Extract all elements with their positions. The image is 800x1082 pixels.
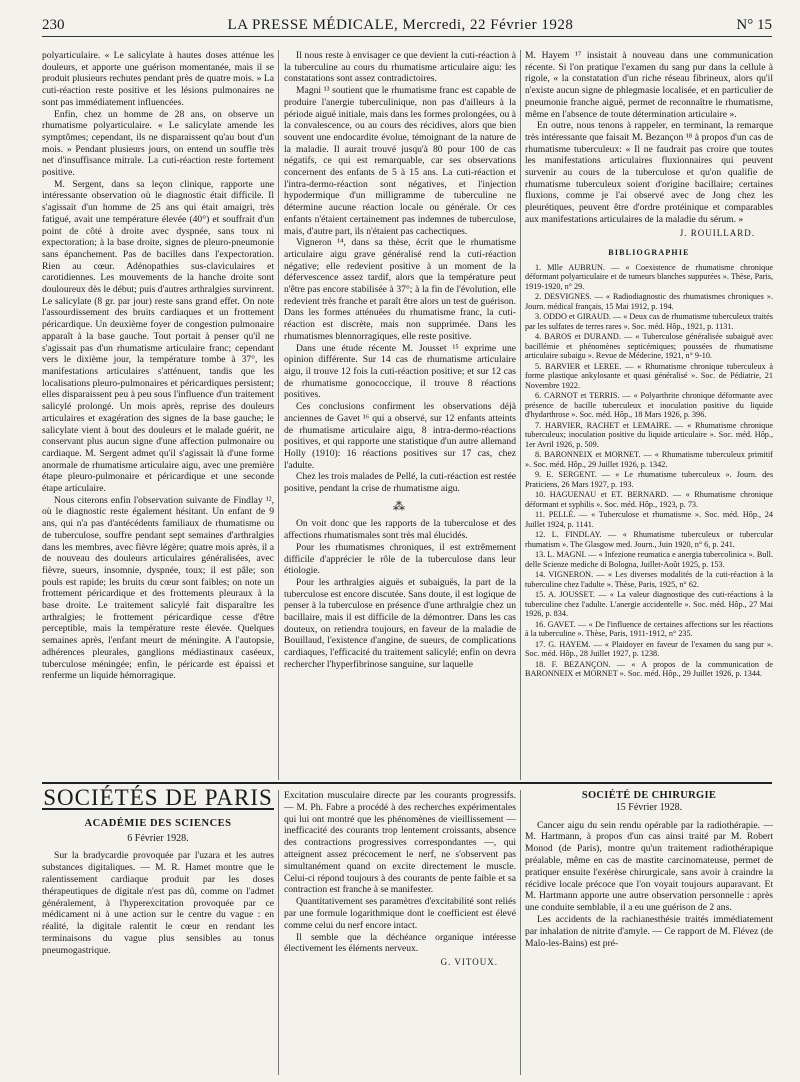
paragraph: Les accidents de la rachianesthésie traités immédiatement par inhalation de nitrite d'amyle. — Ce rapport de M. Flévez (de Malo-les-Bains) est pré- — [525, 913, 773, 949]
journal-title: LA PRESSE MÉDICALE, Mercredi, 22 Février 1928 — [227, 16, 574, 33]
societes-de-paris-heading: SOCIÉTÉS DE PARIS — [43, 785, 273, 810]
paragraph: Vigneron ¹⁴, dans sa thèse, écrit que le rhumatisme articulaire aigu grave généralisé rend la cuti-réaction négative; elle redevient positive à un moment de la défervescence assez tardif, alors que la température peut n'être pas encore stabilisée à 37°; à la fin de l'évolution, elle redevient très franche et paraît être alors un test de guérison. Dans les formes atténuées du rhumatisme franc, la cuti-réaction est discrète, mais non supprimée. Dans les rhumatismes blennorragiques, elle reste positive. — [284, 237, 516, 342]
paragraph: Pour les arthralgies aiguës et subaiguës, la part de la tuberculose est encore discutée. Sans doute, il est logique de penser à la tuberculose en présence d'une arthralgie chez un bacillaire, mais il est difficile de la démontrer. Dans les cas douteux, on retiendra toujours, en faveur de la maladie de Bouillaud, l'existence d'angine, de sueurs, de complications cardiaques, l'efficacité du traitement salicylé; enfin on devra rechercher l'hyperfibrinose sanguine, sur laquelle — [284, 576, 516, 670]
paragraph: On voit donc que les rapports de la tuberculose et des affections rhumatismales sont très mal élucidés. — [284, 518, 516, 542]
section-separator-asterisks: ⁂ — [393, 498, 407, 513]
bibliography-list — [525, 263, 773, 679]
societes-column-1 — [42, 785, 274, 1080]
chirurgie-heading: SOCIÉTÉ DE CHIRURGIE — [581, 790, 717, 801]
author-signature: J. ROUILLARD. — [679, 227, 755, 238]
paragraph: Quantitativement ses paramètres d'excitabilité sont reliés par une formule logarithmique dont le coefficient est élevé comme celui du nerf encore intact. — [284, 896, 516, 931]
paragraph: M. Hayem ¹⁷ insistait à nouveau dans une communication récente. Si l'on pratique l'examen du sang pur dans la cellule à rigole, « la constatation d'un riche réseau fibrineux, alors qu'il n'existe aucun signe de phlegmasie localisée, et en particulier de pneumonie franche aiguë, permet de reconnaître le rhumatisme, même en l'absence de toute détermination articulaire ». — [525, 50, 773, 120]
bibliography-entry: 11. PELLÉ. — « Tuberculose et rhumatisme ». Soc. méd. Hôp., 24 Juillet 1924, p. 1141. — [525, 510, 773, 529]
bibliography-entry: 5. BARVIER et LEREE. — « Rhumatisme chronique tuberculeux à forme plastique ankylosante et quasi généralisé ». Soc. de Pédiatrie, 21 Novembre 1922. — [525, 361, 773, 390]
paragraph: Dans une étude récente M. Jousset ¹⁵ exprime une opinion différente. Sur 14 cas de rhumatisme articulaire aigu, il trouve 12 fois la cuti-réaction positive; et sur 12 cas de rhumatisme gonococcique, il trouve 8 réactions positives. — [284, 342, 516, 401]
bibliography-entry: 18. F. BEZANÇON. — « A propos de la communication de BARONNEIX et MORNET ». Soc. méd. Hôp., 29 Juillet 1926, p. 1344. — [525, 659, 773, 679]
paragraph: Ces conclusions confirment les observations déjà anciennes de Gavet ¹⁶ qui a observé, sur 12 enfants atteints de rhumatisme articulaire aigu, 8 intra-dermo-réactions positives, et qui rapporte une statistique d'un autre allemand Holly (1910): 16 réactions positives sur 17 cas, chez l'adulte. — [284, 401, 516, 471]
paragraph: polyarticulaire. « Le salicylate à hautes doses atténue les douleurs, et apporte une guérison momentanée, mais il se produit plusieurs rechutes pendant près de quatre mois. » La cuti-réaction reste positive et les lésions pulmonaires ne sont pas immédiatement influencées. — [42, 50, 274, 108]
session-date: 6 Février 1928. — [127, 832, 189, 844]
bibliography-entry: 13. L. MAGNI. — « Infezione reumatica e anergia tubercolinica ». Bull. delle Scienze mediche di Bologna, Juillet-Août 1925, p. 153. — [525, 550, 773, 569]
column-divider — [278, 790, 279, 1075]
bibliography-entry: 6. CARNOT et TERRIS. — « Polyarthrite chronique déformante avec présence de bacille tuberculeux et inoculation positive du liquide d'hydarthrose ». Soc. méd. Hôp., 18 Mars 1926, p. 396. — [525, 391, 773, 420]
bibliography-entry: 12. L. FINDLAY. — « Rhumatisme tuberculeux or tubercular rhumatism ». The Glasgow med. Journ., Juin 1920, n° 6, p. 241. — [525, 530, 773, 549]
paragraph: Excitation musculaire directe par les courants progressifs. — M. Ph. Fabre a procédé à des recherches expérimentales qui lui ont montré que les phénomènes de vieillissement — inefficacité des courants trop lentement croissants, absence des contractions progressives correspondantes —, qui atteignent assez précocement le nerf, ne s'observent pas simultanément quand on excite directement le muscle. Celui-ci répond toujours à des courants de pente faible et sa contraction est franche à se manifester. — [284, 790, 516, 896]
paragraph: Sur la bradycardie provoquée par l'uzara et les autres substances digitaliques. — M. R. Hamet montre que le ralentissement cardiaque produit par les doses thérapeutiques de digitale n'est pas dû, comme on l'admet généralement, à l'hyperexcitation provoquée par ce médicament ni à une action sur le centre du vague : en réalité, la digitale ralentit le cœur en rendant les terminaisons du vague plus sensibles au tonus pneumogastrique. — [42, 850, 274, 956]
societes-column-3 — [525, 790, 773, 1080]
bibliography-entry: 7. HARVIER, RACHET et LEMAIRE. — « Rhumatisme chronique tuberculeux; inoculation positive du liquide articulaire ». Soc. méd. Hôp., 1er Avril 1926, p. 509. — [525, 420, 773, 449]
paragraph: Pour les rhumatismes chroniques, il est extrêmement difficile d'apprécier le rôle de la tuberculose dans leur étiologie. — [284, 541, 516, 577]
author-signature: G. VITOUX. — [440, 957, 498, 968]
session-date: 15 Février 1928. — [615, 801, 683, 813]
page-header — [42, 14, 772, 37]
societes-column-2 — [284, 790, 516, 1080]
bibliography-entry: 10. HAGUENAU et ET. BERNARD. — « Rhumatisme chronique déformant et syphilis ». Soc. méd. Hôp., 1923, p. 73. — [525, 490, 773, 509]
bibliography-entry: 9. E. SERGENT. — « Le rhumatisme tuberculeux ». Journ. des Praticiens, 26 Mars 1927, p. 193. — [525, 470, 773, 489]
article-column-1 — [42, 50, 274, 780]
article-column-2 — [284, 50, 516, 780]
academie-heading: ACADÉMIE DES SCIENCES — [84, 817, 232, 829]
paragraph: Il nous reste à envisager ce que devient la cuti-réaction à la tuberculine au cours du rhumatisme articulaire aigu: les constatations sont assez contradictoires. — [284, 50, 516, 85]
bibliography-entry: 8. BARONNEIX et MORNET. — « Rhumatisme tuberculeux primitif ». Soc. méd. Hôp., 29 Juillet 1926, p. 1342. — [525, 450, 773, 469]
bibliography-entry: 3. ODDO et GIRAUD. — « Deux cas de rhumatisme tuberculeux traités par les sulfates de terres rares ». Soc. méd. Hôp., 1921, p. 1131. — [525, 312, 773, 331]
paragraph: Nous citerons enfin l'observation suivante de Findlay ¹², où le diagnostic reste également hésitant. Un enfant de 9 ans, qui n'a pas d'antécédents familiaux de rhumatisme ou de tuberculose, souffre pendant sept semaines d'arthralgies dans les membres, avec fièvre légère; quatre mois après, il a de nouveau des douleurs articulaires généralisées, avec fièvre, sueurs, insomnie, dyspnée, toux; il est pâle; son pouls est rapide; les bruits du cœur sont faibles; on note un frottement péricardique et des frottements pleuraux à la base droite. Le traitement salicylé fait disparaître les arthralgies; le frottement péricardique cesse d'être perceptible, mais la température reste élevée. Quelques semaines après, l'enfant meurt de méningite. A l'autopsie, adhérences pleurales, ganglions médiastinaux caséeux, tuberculose méningée; enfin, le péricarde est épaissi et renferme un liquide hémorragique. — [42, 494, 274, 682]
bibliography-entry: 1. Mlle AUBRUN. — « Coexistence de rhumatisme chronique déformant polyarticulaire et de tumeurs blanches suppurées ». Thèse, Paris, 1919-1920, n° 29. — [525, 262, 773, 291]
paragraph: En outre, nous tenons à rappeler, en terminant, la remarque très intéressante que faisait M. Bezançon ¹⁸ à propos d'un cas de rhumatisme tuberculeux: « Il ne faudrait pas croire que toutes les manifestations articulaires fluxionnaires qui peuvent survenir au cours de la tuberculose et qu'on qualifie de rhumatisme tuberculeux soient d'origine bacillaire; certaines fluxions, comme je l'ai observé avec de Jong chez les pleurétiques, peuvent être d'ordre protéinique et comparables aux manifestations articulaires de la maladie du sérum. » — [525, 120, 773, 225]
column-divider — [520, 50, 521, 780]
paragraph: Cancer aigu du sein rendu opérable par la radiothérapie. — M. Hartmann, à propos d'un cas ainsi traité par M. Robert Monod (de Paris), montre qu'un traitement radiothérapique préalable, même en cas de mastite carcinomateuse, permet de pratiquer ensuite l'exérèse chirurgicale, sans avoir à craindre la récidive locale précoce que l'on voyait toujours auparavant. Et M. Hartmann apporte une autre observation personnelle : après une conduite semblable, il a eu une guérison de 2 ans. — [525, 819, 773, 914]
bibliography-entry: 14. VIGNERON. — « Les diverses modalités de la cuti-réaction à la tuberculine chez l'adulte ». Thèse, Paris, 1925, n° 62. — [525, 570, 773, 589]
paragraph: Chez les trois malades de Pellé, la cuti-réaction est restée positive, pendant la crise de rhumatisme aigu. — [284, 471, 516, 495]
bibliography-entry: 2. DESVIGNES. — « Radiodiagnostic des rhumatismes chroniques ». Journ. médical français, 15 Mai 1912, p. 194. — [525, 292, 773, 311]
column-divider — [278, 50, 279, 780]
bibliography-entry: 16. GAVET. — « De l'influence de certaines affections sur les réactions à la tuberculine ». Thèse, Paris, 1911-1912, n° 235. — [525, 619, 773, 639]
paragraph: Il semble que la déchéance organique intéresse électivement les éléments nerveux. — [284, 931, 516, 955]
section-divider — [42, 782, 772, 784]
article-column-3 — [525, 50, 773, 780]
bibliography-entry: 15. A. JOUSSET. — « La valeur diagnostique des cuti-réactions à la tuberculine chez l'adulte. L'anergie accidentelle ». Soc. méd. Hôp., 27 Mai 1926, p. 834. — [525, 590, 773, 619]
column-divider — [520, 790, 521, 1075]
paragraph: Enfin, chez un homme de 28 ans, on observe un rhumatisme polyarticulaire. « Le salicylate amende les symptômes; cependant, ils ne disparaissent qu'au bout d'un mois. » Pendant plusieurs jours, on entend un souffle très net d'insuffisance mitrale. La cuti-réaction reste fortement positive. — [42, 108, 274, 179]
bibliography-title: BIBLIOGRAPHIE — [608, 248, 690, 258]
page-number: 230 — [42, 16, 65, 33]
bibliography-entry: 4. BAROS et DURAND. — « Tuberculose généralisée subaiguë avec bacillémie et phénomènes septicémiques; poussées de rhumatisme articulaire subaigu ». Revue de Médecine, 1921, n° 9-10. — [525, 332, 773, 361]
bibliography-entry: 17. G. HAYEM. — « Plaidoyer en faveur de l'examen du sang pur ». Soc. méd. Hôp., 28 Juillet 1927, p. 1238. — [525, 639, 773, 659]
paragraph: M. Sergent, dans sa leçon clinique, rapporte une intéressante observation où le diagnostic était difficile. Il s'agissait d'un homme de 25 ans qui était amaigri, très fatigué, avait une température élevée (40°) et souffrait d'un point de côté à droite avec dyspnée, sans toux ni expectoration; à la base droite, signes de pleuro-pneumonie sans épanchement. Pas de bacilles dans l'expectoration. Rien au cœur. Adénopathies sus-claviculaires et carotidiennes. Les mouvements de la hanche droite sont douloureux dès le début; puis d'autres arthralgies survinrent. Le salicylate (8 gr. par jour) reste sans grand effet. On note l'assourdissement des bruits cardiaques et un frottement péricardique. Un deuxième foyer de congestion pulmonaire apparaît à la base gauche. Tout portait à penser qu'il ne s'agissait pas d'un rhumatisme articulaire franc; cependant vers le dixième jour, la température tombe à 37°, les manifestations articulaires s'atténuent, tandis que les localisations pleuro-pulmonaires et péricardiques persistent; elles disparaissent peu à peu sous l'influence d'un traitement salicylé prolongé. Un mois après, reprise des douleurs articulaires et exagération des signes de la base gauche; le salicylate vient à bout des douleurs et le malade guérit, ne conservant plus aucun signe d'une affection pulmonaire ou cardiaque. M. Sergent admet qu'il s'agissait là d'une forme anormale de rhumatisme articulaire aigu, avec une première étape pleuro-pulmonaire et péricardique et une seconde étape articulaire. — [42, 178, 274, 495]
paragraph: Magni ¹³ soutient que le rhumatisme franc est capable de produire l'anergie tuberculinique, non pas d'ailleurs à la période aiguë initiale, mais dans les formes prolongées, ou à la convalescence, ou au cours des récidives, alors que bien souvent une endocardite évolue, témoignant de la nature de la maladie. Il aurait trouvé jusqu'à 80 pour 100 de cas négatifs, ce qui est remarquable, car ses observations concernent des enfants de 5 à 15 ans. La cuti-réaction et l'intra-dermo-réaction sont négatives, et l'injection hypodermique d'un milligramme de tuberculine ne détermine aucune réaction locale ou générale. Or ces enfants n'étaient certainement pas indemnes de tuberculose, mais, d'autre part, ils n'étaient pas cachectiques. — [284, 85, 516, 237]
issue-number: N° 15 — [736, 16, 772, 33]
